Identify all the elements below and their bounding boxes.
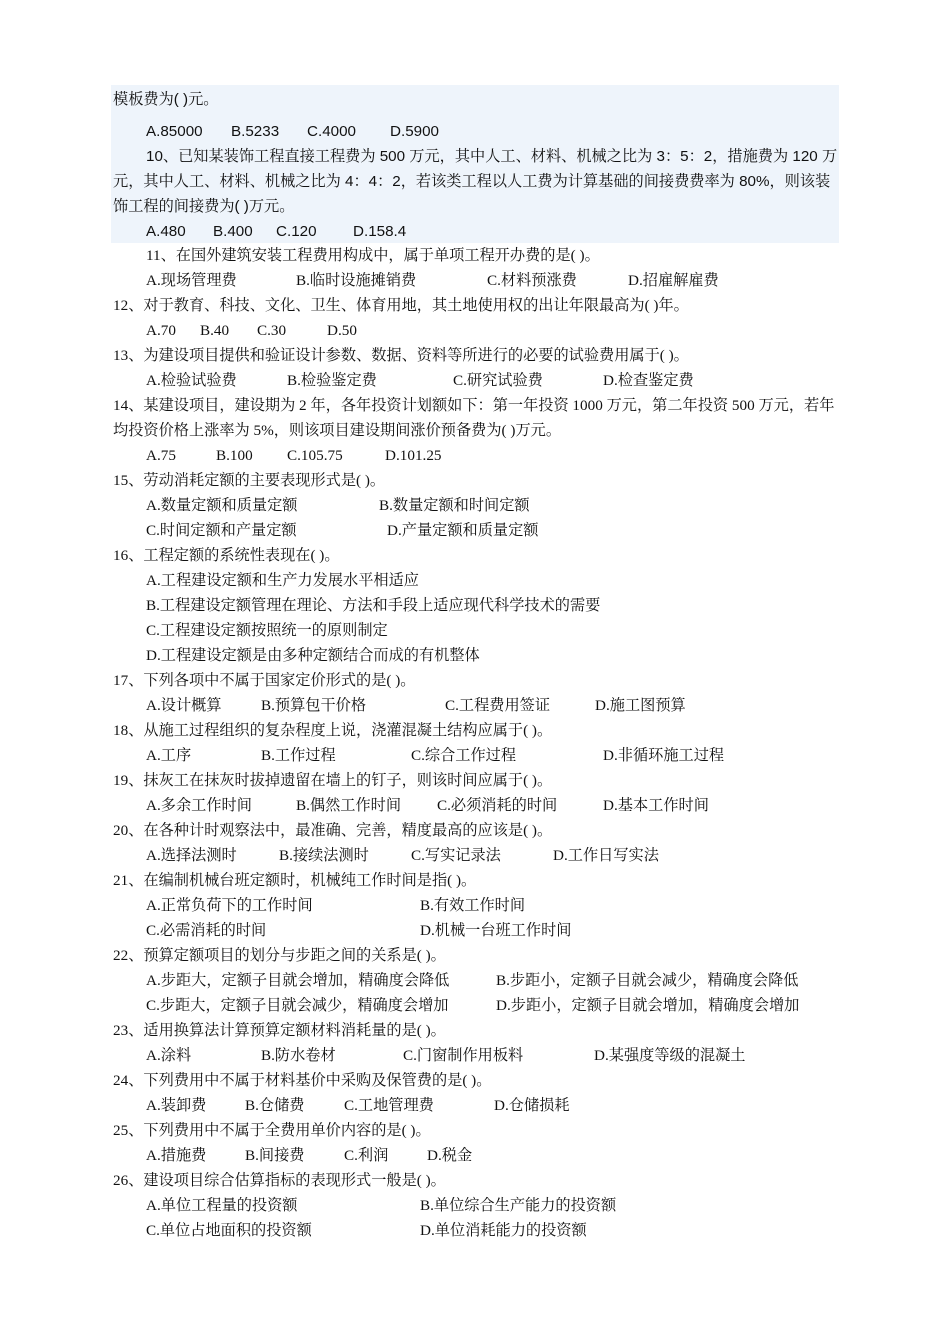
question-18-options xyxy=(113,743,841,768)
option: D.工程建设定额是由多种定额结合而成的有机整体 xyxy=(146,647,480,664)
option: B.100 xyxy=(216,447,253,464)
option: C.单位占地面积的投资额 xyxy=(146,1222,312,1239)
question-11-options xyxy=(113,268,841,293)
option: D.施工图预算 xyxy=(595,697,686,714)
option: B.单位综合生产能力的投资额 xyxy=(420,1197,617,1214)
option: C.工程建设定额按照统一的原则制定 xyxy=(146,622,388,639)
question-12: 12、对于教育、科技、文化、卫生、体育用地，其土地使用权的出让年限最高为( )年。 xyxy=(113,297,689,314)
option: D.检查鉴定费 xyxy=(603,372,694,389)
question-25-options xyxy=(113,1143,841,1168)
question-15-options-row2 xyxy=(113,518,841,543)
question-12-options xyxy=(113,318,841,343)
question-20-options xyxy=(113,843,841,868)
option: D.50 xyxy=(327,322,357,339)
question-17: 17、下列各项中不属于国家定价形式的是( )。 xyxy=(113,672,416,689)
question-21-options-row2 xyxy=(113,918,841,943)
option: C.研究试验费 xyxy=(453,372,543,389)
question-10: 10、已知某装饰工程直接工程费为 500 万元，其中人工、材料、机械之比为 3：5：2，措施费为 120 万元，其中人工、材料、机械之比为 4：4：2，若该类工程以人工费为计算基础的间接费费率为 80%，则该装饰工程的间接费为( )万元。 xyxy=(113,148,838,215)
question-14-options xyxy=(113,443,841,468)
question-19-options xyxy=(113,793,841,818)
question-11: 11、在国外建筑安装工程费用构成中，属于单项工程开办费的是( )。 xyxy=(146,247,600,264)
question-25: 25、下列费用中不属于全费用单价内容的是( )。 xyxy=(113,1122,431,1139)
question-list xyxy=(113,243,841,1243)
question-13-options xyxy=(113,368,841,393)
option: B.有效工作时间 xyxy=(420,897,526,914)
option: A.选择法测时 xyxy=(146,847,237,864)
option: C.写实记录法 xyxy=(411,847,501,864)
option: D.非循环施工过程 xyxy=(603,747,725,764)
option: D.仓储损耗 xyxy=(494,1097,570,1114)
option: C.120 xyxy=(276,223,317,240)
option: A.85000 xyxy=(146,123,203,140)
option: C.综合工作过程 xyxy=(411,747,517,764)
option: B.工作过程 xyxy=(261,747,336,764)
option: D.工作日写实法 xyxy=(553,847,659,864)
question-22-options-row2 xyxy=(113,993,841,1018)
question-23-options xyxy=(113,1043,841,1068)
question-19: 19、抹灰工在抹灰时拔掉遗留在墙上的钉子，则该时间应属于( )。 xyxy=(113,772,553,789)
option: A.工序 xyxy=(146,747,192,764)
option: D.步距小，定额子目就会增加，精确度会增加 xyxy=(496,997,800,1014)
question-26: 26、建设项目综合估算指标的表现形式一般是( )。 xyxy=(113,1172,446,1189)
option: A.单位工程量的投资额 xyxy=(146,1197,298,1214)
option: B.步距小，定额子目就会减少，精确度会降低 xyxy=(496,972,799,989)
option: A.措施费 xyxy=(146,1147,207,1164)
question-13: 13、为建设项目提供和验证设计参数、数据、资料等所进行的必要的试验费用属于( )。 xyxy=(113,347,689,364)
question-26-options-row2 xyxy=(113,1218,841,1243)
option: C.30 xyxy=(257,322,287,339)
question-21-options-row1 xyxy=(113,893,841,918)
option: B.400 xyxy=(213,223,253,240)
option: A.70 xyxy=(146,322,176,339)
option: A.检验试验费 xyxy=(146,372,237,389)
option: D.某强度等级的混凝土 xyxy=(594,1047,746,1064)
option: A.480 xyxy=(146,223,186,240)
option: C.工地管理费 xyxy=(344,1097,434,1114)
option: B.数量定额和时间定额 xyxy=(379,497,530,514)
option: B.40 xyxy=(200,322,230,339)
q9-options xyxy=(113,119,841,144)
option: A.现场管理费 xyxy=(146,272,237,289)
option: D.基本工作时间 xyxy=(603,797,709,814)
option: A.正常负荷下的工作时间 xyxy=(146,897,313,914)
option: B.预算包干价格 xyxy=(261,697,367,714)
option: A.75 xyxy=(146,447,176,464)
option: C.必须消耗的时间 xyxy=(437,797,558,814)
option: B.仓储费 xyxy=(245,1097,305,1114)
question-23: 23、适用换算法计算预算定额材料消耗量的是( )。 xyxy=(113,1022,446,1039)
option: C.门窗制作用板料 xyxy=(403,1047,524,1064)
option: A.工程建设定额和生产力发展水平相适应 xyxy=(146,572,419,589)
option: D.101.25 xyxy=(385,447,442,464)
option: B.防水卷材 xyxy=(261,1047,336,1064)
option: C.105.75 xyxy=(287,447,343,464)
option: D.税金 xyxy=(427,1147,473,1164)
question-24: 24、下列费用中不属于材料基价中采购及保管费的是( )。 xyxy=(113,1072,492,1089)
question-22: 22、预算定额项目的划分与步距之间的关系是( )。 xyxy=(113,947,446,964)
question-22-options-row1 xyxy=(113,968,841,993)
option: B.工程建设定额管理在理论、方法和手段上适应现代科学技术的需要 xyxy=(146,597,601,614)
q10-options xyxy=(113,219,841,244)
option: C.利润 xyxy=(344,1147,389,1164)
option: D.单位消耗能力的投资额 xyxy=(420,1222,587,1239)
option: C.工程费用签证 xyxy=(445,697,551,714)
option: A.涂料 xyxy=(146,1047,192,1064)
option: C.必需消耗的时间 xyxy=(146,922,267,939)
question-14: 14、某建设项目，建设期为 2 年，各年投资计划额如下：第一年投资 1000 万元，第二年投资 500 万元，若年均投资价格上涨率为 5%，则该项目建设期间涨价预备费为( )万元。 xyxy=(113,397,835,439)
option: B.临时设施摊销费 xyxy=(296,272,417,289)
option: C.材料预涨费 xyxy=(487,272,577,289)
question-26-options-row1 xyxy=(113,1193,841,1218)
question-20: 20、在各种计时观察法中，最准确、完善，精度最高的应该是( )。 xyxy=(113,822,553,839)
option: A.装卸费 xyxy=(146,1097,207,1114)
option: B.偶然工作时间 xyxy=(296,797,402,814)
question-21: 21、在编制机械台班定额时，机械纯工作时间是指( )。 xyxy=(113,872,477,889)
option: A.设计概算 xyxy=(146,697,222,714)
question-15: 15、劳动消耗定额的主要表现形式是( )。 xyxy=(113,472,386,489)
top-section xyxy=(113,87,841,244)
option: D.产量定额和质量定额 xyxy=(387,522,539,539)
option: B.接续法测时 xyxy=(279,847,369,864)
fragment-line: 模板费为( )元。 xyxy=(113,91,219,108)
option: A.数量定额和质量定额 xyxy=(146,497,298,514)
option: C.时间定额和产量定额 xyxy=(146,522,297,539)
option: B.间接费 xyxy=(245,1147,305,1164)
option: D.招雇解雇费 xyxy=(628,272,719,289)
question-15-options-row1 xyxy=(113,493,841,518)
option: D.机械一台班工作时间 xyxy=(420,922,572,939)
question-24-options xyxy=(113,1093,841,1118)
option: C.步距大，定额子目就会减少，精确度会增加 xyxy=(146,997,449,1014)
option: D.5900 xyxy=(390,123,439,140)
option: A.多余工作时间 xyxy=(146,797,252,814)
question-16: 16、工程定额的系统性表现在( )。 xyxy=(113,547,340,564)
option: C.4000 xyxy=(307,123,356,140)
question-17-options xyxy=(113,693,841,718)
option: B.检验鉴定费 xyxy=(287,372,377,389)
option: D.158.4 xyxy=(353,223,407,240)
option: B.5233 xyxy=(231,123,280,140)
question-18: 18、从施工过程组织的复杂程度上说，浇灌混凝土结构应属于( )。 xyxy=(113,722,553,739)
option: A.步距大，定额子目就会增加，精确度会降低 xyxy=(146,972,450,989)
